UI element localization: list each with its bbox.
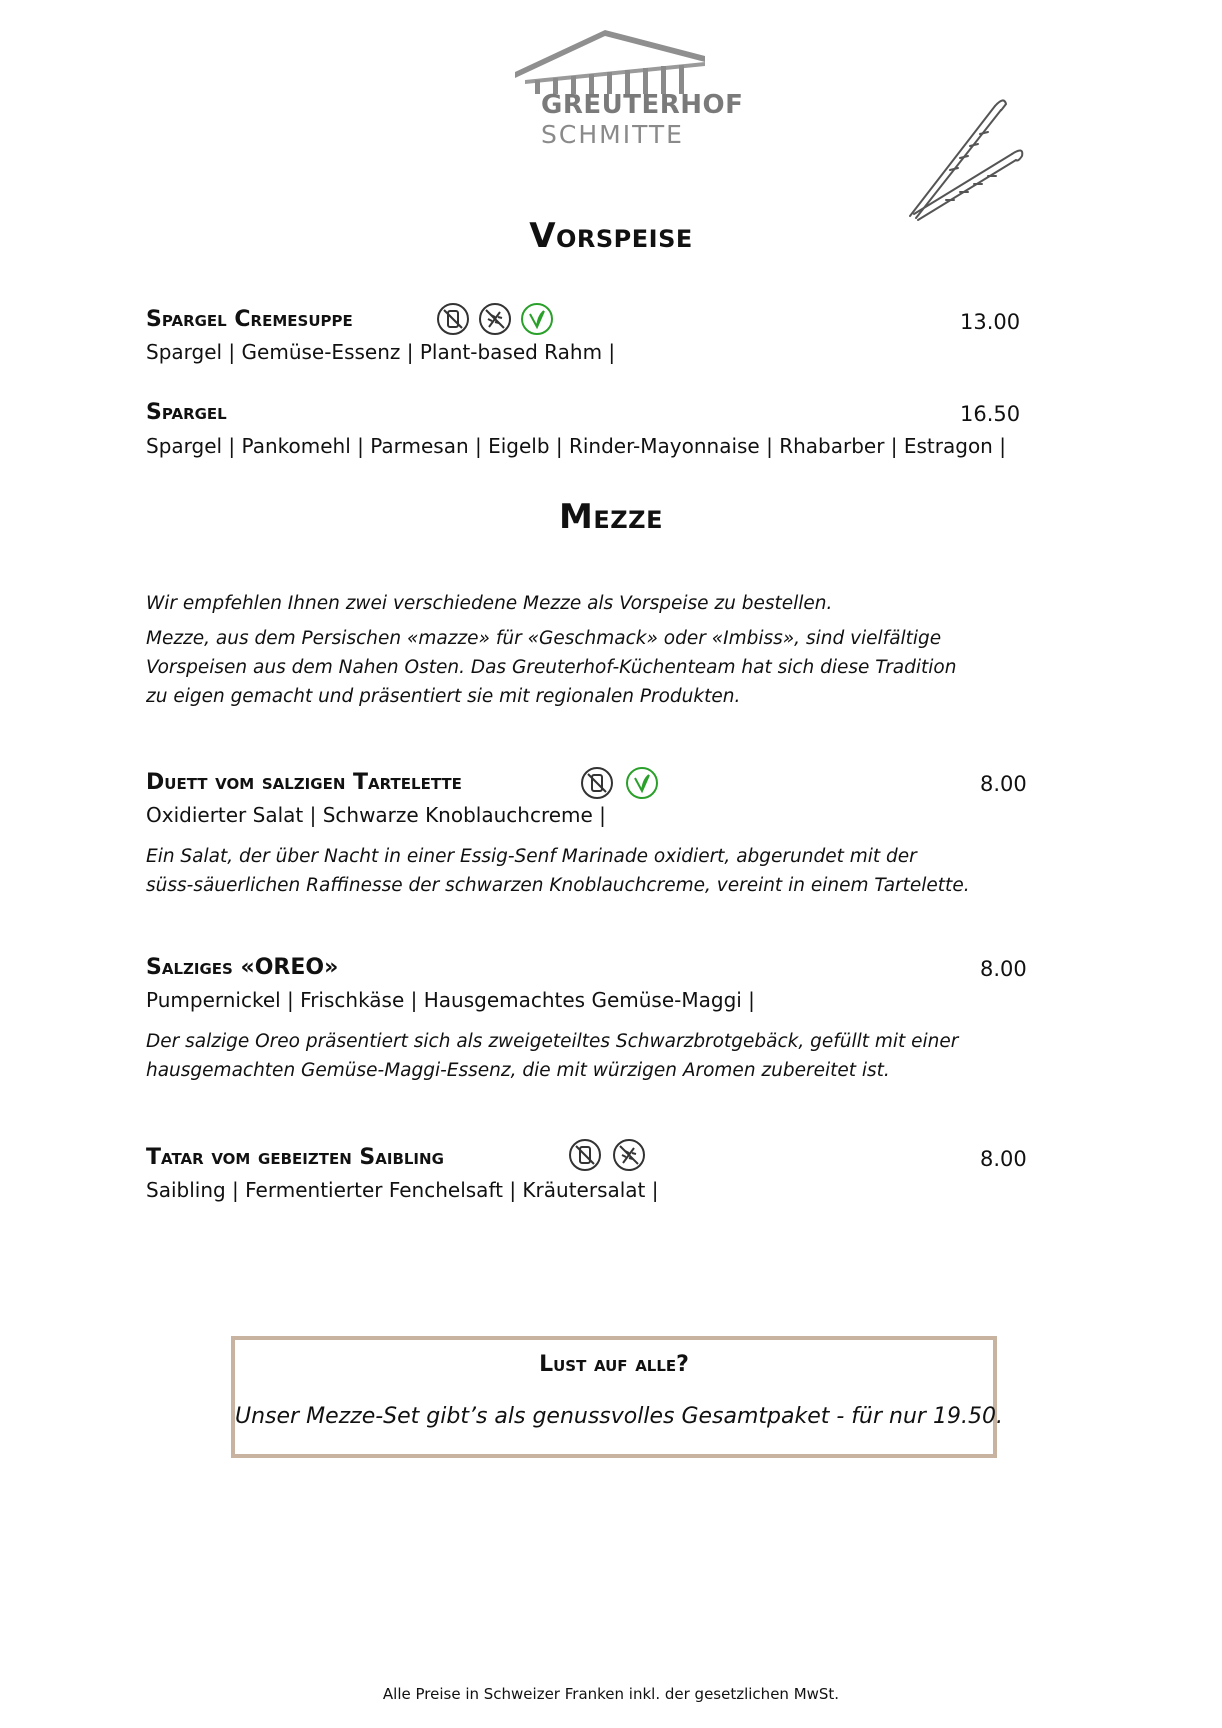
section-title-mezze: Mezze	[559, 497, 663, 537]
dish-price: 16.50	[960, 402, 1021, 426]
dish-name: Duett vom salzigen Tartelette	[146, 770, 462, 795]
dish-description	[146, 1027, 986, 1085]
section-title-vorspeise: Vorspeise	[529, 216, 693, 256]
intro-line: Vorspeisen aus dem Nahen Osten. Das Greuterhof-Küchenteam hat sich diese Tradition	[146, 657, 957, 678]
mezze-intro	[146, 589, 986, 711]
logo-name: GREUTERHOF	[541, 90, 744, 120]
lactose-free-icon	[580, 766, 614, 800]
price-note: Alle Preise in Schweizer Franken inkl. der gesetzlichen MwSt.	[382, 1685, 840, 1703]
promo-title: Lust auf alle?	[539, 1352, 689, 1377]
dish-price: 13.00	[960, 310, 1021, 334]
lactose-free-icon	[568, 1138, 602, 1172]
vegan-icon	[520, 302, 554, 336]
restaurant-logo	[505, 24, 744, 154]
dish-ingredients: Saibling | Fermentierter Fenchelsaft | Kräutersalat |	[146, 1178, 659, 1202]
asparagus-illustration	[900, 96, 1030, 226]
description-line: hausgemachten Gemüse-Maggi-Essenz, die mit würzigen Aromen zubereitet ist.	[146, 1060, 890, 1081]
description-line: Ein Salat, der über Nacht in einer Essig-Senf Marinade oxidiert, abgerundet mit der	[146, 846, 917, 867]
asparagus-icon	[900, 96, 1030, 226]
dish-name: Salziges «OREO»	[146, 955, 339, 980]
dish-price: 8.00	[980, 1147, 1027, 1171]
lactose-free-icon	[436, 302, 470, 336]
dish-price: 8.00	[980, 772, 1027, 796]
building-icon	[505, 24, 725, 94]
dish-description	[146, 842, 986, 900]
dish-ingredients: Pumpernickel | Frischkäse | Hausgemachtes Gemüse-Maggi |	[146, 988, 755, 1012]
gluten-free-icon	[478, 302, 512, 336]
dish-ingredients: Spargel | Pankomehl | Parmesan | Eigelb | Rinder-Mayonnaise | Rhabarber | Estragon |	[146, 434, 1006, 458]
dish-name: Spargel Cremesuppe	[146, 307, 353, 332]
intro-line: zu eigen gemacht und präsentiert sie mit regionalen Produkten.	[146, 686, 741, 707]
logo-subname: SCHMITTE	[541, 120, 684, 149]
description-line: Der salzige Oreo präsentiert sich als zweigeteiltes Schwarzbrotgebäck, gefüllt mit einer	[146, 1031, 959, 1052]
dish-ingredients: Spargel | Gemüse-Essenz | Plant-based Rahm |	[146, 340, 616, 364]
promo-text: Unser Mezze-Set gibt’s als genussvolles Gesamtpaket - für nur 19.50.	[235, 1404, 1003, 1429]
dish-name: Spargel	[146, 400, 227, 425]
dish-price: 8.00	[980, 957, 1027, 981]
vegan-icon	[625, 766, 659, 800]
dish-ingredients: Oxidierter Salat | Schwarze Knoblauchcreme |	[146, 803, 606, 827]
description-line: süss-säuerlichen Raffinesse der schwarzen Knoblauchcreme, vereint in einem Tartelette.	[146, 875, 970, 896]
intro-line: Mezze, aus dem Persischen «mazze» für «Geschmack» oder «Imbiss», sind vielfältige	[146, 628, 942, 649]
gluten-free-icon	[612, 1138, 646, 1172]
dish-name: Tatar vom gebeizten Saibling	[146, 1145, 444, 1170]
promo-box	[231, 1336, 1003, 1458]
intro-line: Wir empfehlen Ihnen zwei verschiedene Mezze als Vorspeise zu bestellen.	[146, 593, 833, 614]
